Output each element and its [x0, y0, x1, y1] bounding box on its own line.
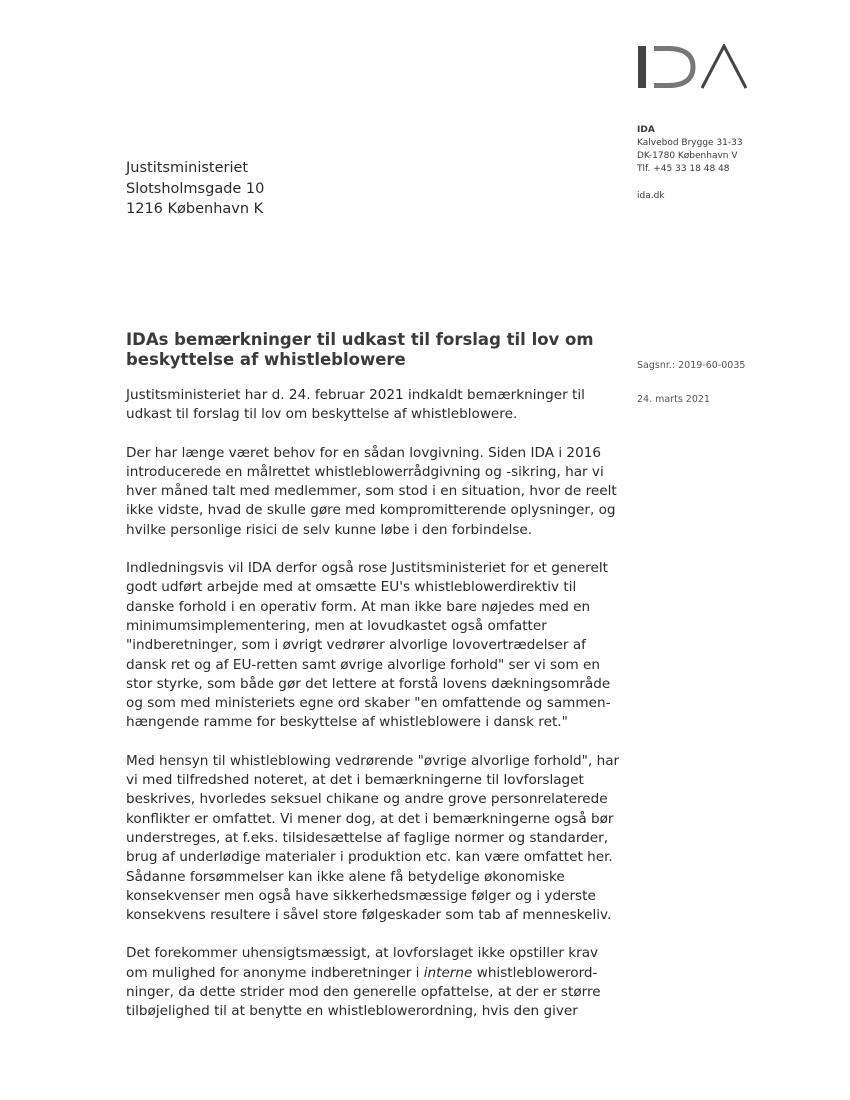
- paragraph-line: hængende ramme for beskyttelse af whistleblowere i dansk ret.": [126, 714, 568, 731]
- sender-address-line: DK-1780 København V: [637, 151, 738, 161]
- paragraph-line: Justitsministeriet har d. 24. februar 2021 indkaldt bemærkninger til: [126, 387, 585, 403]
- paragraph-line: Det forekommer uhensigtsmæssigt, at lovforslaget ikke opstiller krav: [126, 945, 599, 962]
- paragraph-line: introducerede en målrettet whistleblowerrådgivning og -sikring, har vi: [126, 463, 604, 480]
- paragraph-line: godt udført arbejde med at omsætte EU's whistleblowerdirektiv til: [126, 579, 577, 596]
- sender-address-line: Kalvebod Brygge 31-33: [637, 138, 743, 148]
- recipient-line: 1216 København K: [126, 201, 264, 217]
- paragraph-line: ninger, da dette strider mod den generelle opfattelse, at der er større: [126, 984, 601, 1001]
- paragraph-line: stor styrke, som både gør det lettere at forstå lovens dækningsområde: [126, 675, 611, 692]
- body-paragraph: [126, 752, 620, 926]
- body-paragraph: [126, 559, 616, 733]
- paragraph-line: Med hensyn til whistleblowing vedrørende "øvrige alvorlige forhold", har: [126, 752, 620, 769]
- paragraph-line: dansk ret og af EU-retten samt øvrige alvorlige forhold" ser vi som en: [126, 656, 600, 673]
- paragraph-line: konflikter er omfattet. Vi mener dog, at det i bemærkningerne også bør: [126, 810, 614, 827]
- paragraph-line: vi med tilfredshed noteret, at det i bemærkningerne til lovforslaget: [126, 772, 584, 789]
- sender-phone: Tlf. +45 33 18 48 48: [637, 164, 730, 174]
- paragraph-line: hvilke personlige risici de selv kunne løbe i den forbindelse.: [126, 521, 533, 538]
- recipient-address: [126, 158, 264, 220]
- case-number: Sagsnr.: 2019-60-0035: [637, 360, 746, 371]
- paragraph-line: hver måned talt med medlemmer, som stod i en situation, hvor de reelt: [126, 483, 617, 500]
- letter-title: [126, 330, 596, 370]
- paragraph-line: "indberetninger, som i øvrigt vedrører alvorlige lovovertrædelser af: [126, 637, 586, 654]
- ida-logo: [638, 44, 750, 90]
- letter-body: [126, 386, 620, 1041]
- recipient-line: Slotsholmsgade 10: [126, 180, 265, 197]
- paragraph-line: tilbøjelighed til at benytte en whistleblowerordning, hvis den giver: [126, 1003, 578, 1020]
- body-paragraph: [126, 386, 616, 425]
- recipient-line: Justitsministeriet: [126, 160, 249, 176]
- paragraph-line: Der har længe været behov for en sådan lovgivning. Siden IDA i 2016: [126, 444, 602, 461]
- body-paragraph: [126, 444, 616, 540]
- paragraph-line: understreges, at f.eks. tilsidesættelse af faglige normer og standarder,: [126, 829, 609, 846]
- letter-date: 24. marts 2021: [637, 394, 710, 405]
- paragraph-line: minimumsimplementering, men at lovudkastet også omfatter: [126, 617, 547, 634]
- paragraph-line: danske forhold i en operativ form. At man ikke bare nøjedes med en: [126, 598, 591, 615]
- paragraph-line: Indledningsvis vil IDA derfor også rose Justitsministeriet for et generelt: [126, 560, 608, 577]
- paragraph-line: og som med ministeriets egne ord skaber "en omfattende og sammen-: [126, 695, 611, 712]
- paragraph-line: om mulighed for anonyme indberetninger i interne whistleblowerord-: [126, 964, 598, 981]
- paragraph-line: ikke vidste, hvad de skulle gøre med kompromitterende oplysninger, og: [126, 502, 616, 519]
- sender-block: [637, 124, 743, 203]
- title-line: beskyttelse af whistleblowere: [126, 350, 406, 369]
- paragraph-line: udkast til forslag til lov om beskyttelse af whistleblowere.: [126, 406, 518, 423]
- body-paragraph: [126, 944, 616, 1021]
- paragraph-line: brug af underlødige materialer i produktion etc. kan være omfattet her.: [126, 849, 613, 866]
- paragraph-line: konsekvenser men også have sikkerhedsmæssige følger og i yderste: [126, 887, 596, 904]
- paragraph-line: Sådanne forsømmelser kan ikke alene få betydelige økonomiske: [126, 868, 565, 885]
- title-line: IDAs bemærkninger til udkast til forslag til lov om: [126, 330, 594, 349]
- paragraph-line: konsekvens resultere i såvel store følgeskader som tab af menneskeliv.: [126, 907, 612, 924]
- sender-name: IDA: [637, 125, 655, 135]
- sender-website: ida.dk: [637, 191, 665, 201]
- paragraph-line: beskrives, hvorledes seksuel chikane og andre grove personrelaterede: [126, 791, 608, 808]
